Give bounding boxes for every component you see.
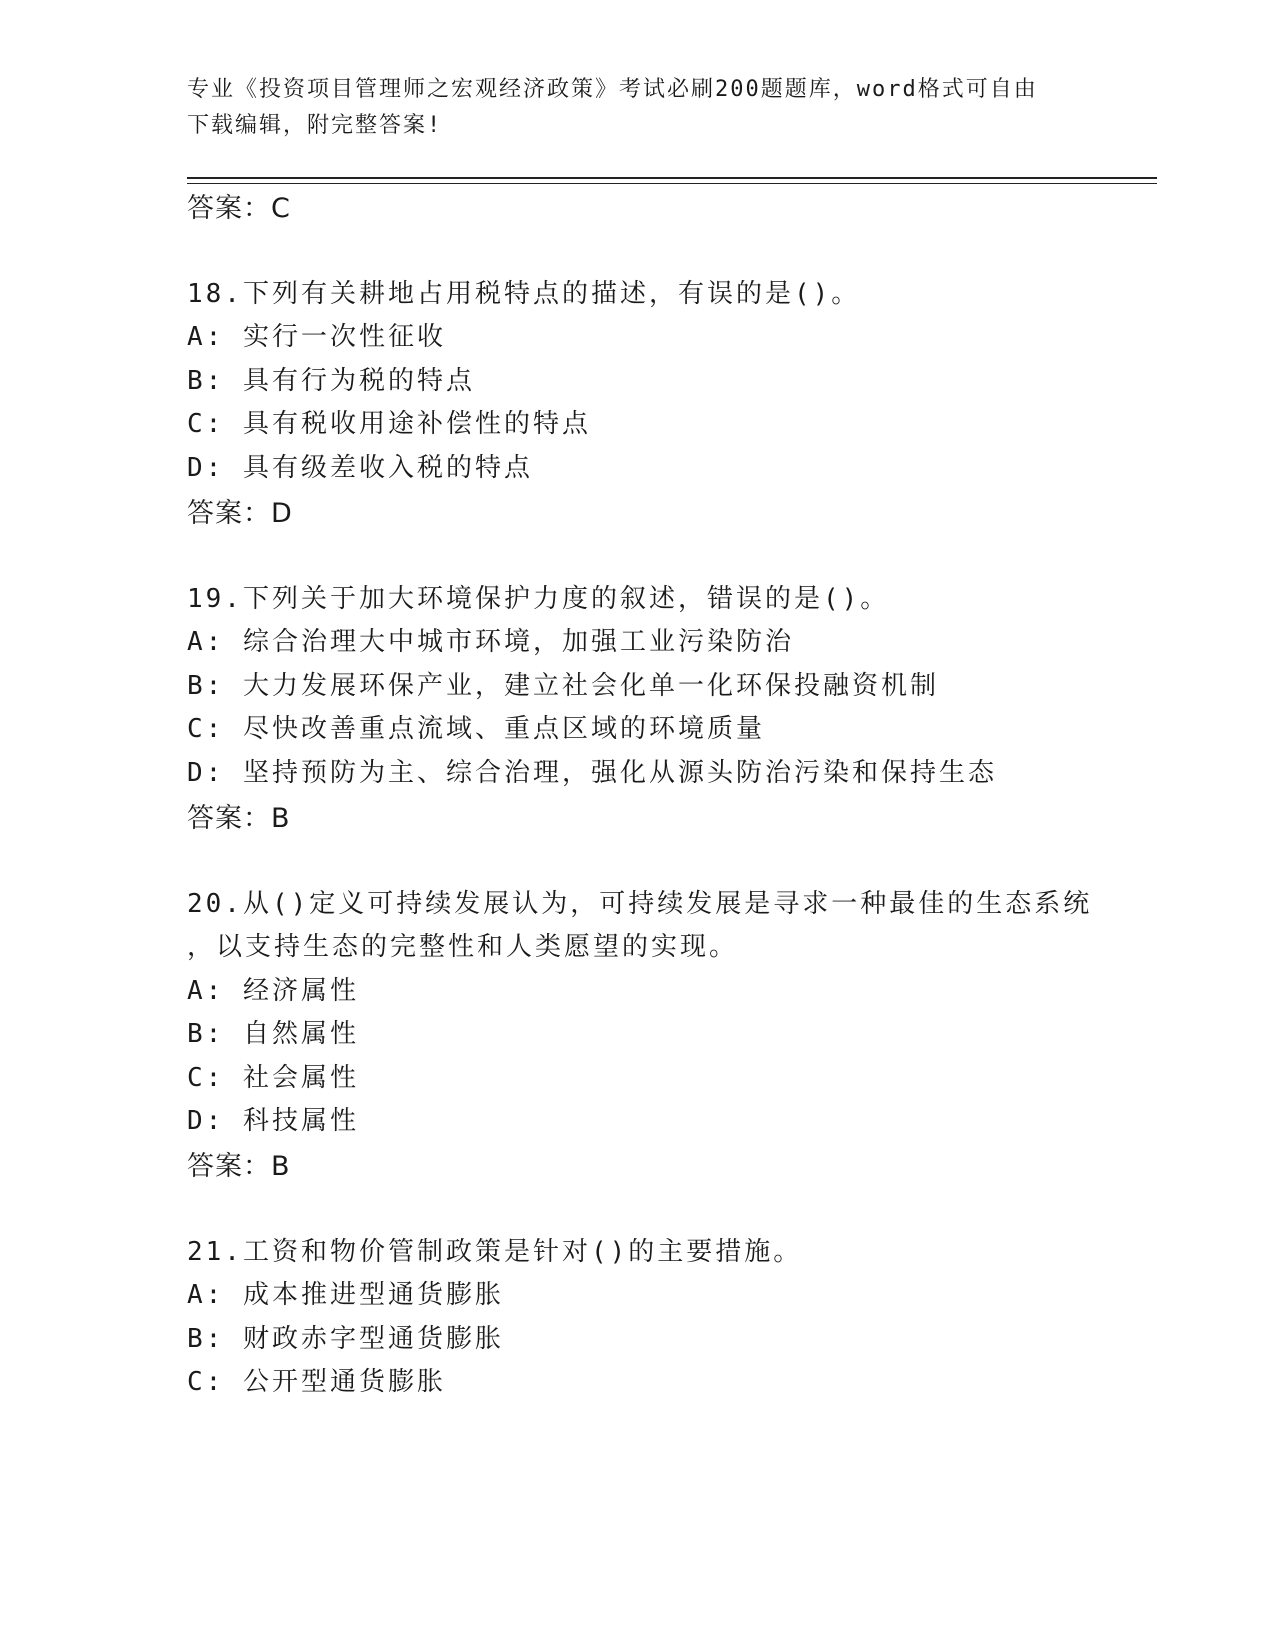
q18-option-a: A: 实行一次性征收	[187, 322, 446, 352]
q19-option-b: B: 大力发展环保产业，建立社会化单一化环保投融资机制	[187, 671, 939, 701]
q18-option-c: C: 具有税收用途补偿性的特点	[187, 409, 591, 439]
header-line-1: 专业《投资项目管理师之宏观经济政策》考试必刷200题题库，word格式可自由	[187, 77, 1038, 102]
q21-option-a: A: 成本推进型通货膨胀	[187, 1280, 504, 1310]
q19-option-a: A: 综合治理大中城市环境，加强工业污染防治	[187, 627, 794, 657]
header-divider-thick	[187, 177, 1157, 179]
question-18: 18.下列有关耕地占用税特点的描述，有误的是()。	[187, 279, 861, 309]
answer-17: 答案：C	[187, 193, 291, 224]
header-divider-thin	[187, 183, 1157, 184]
q20-option-a: A: 经济属性	[187, 976, 359, 1006]
question-21: 21.工资和物价管制政策是针对()的主要措施。	[187, 1237, 803, 1267]
q19-option-c: C: 尽快改善重点流域、重点区域的环境质量	[187, 714, 765, 744]
q18-option-d: D: 具有级差收入税的特点	[187, 453, 533, 483]
question-19: 19.下列关于加大环境保护力度的叙述，错误的是()。	[187, 584, 890, 614]
question-20-line-1: 20.从()定义可持续发展认为，可持续发展是寻求一种最佳的生态系统	[187, 889, 1093, 919]
answer-18: 答案：D	[187, 498, 293, 529]
q20-option-c: C: 社会属性	[187, 1063, 359, 1093]
q21-option-c: C: 公开型通货膨胀	[187, 1367, 446, 1397]
q20-option-d: D: 科技属性	[187, 1106, 359, 1136]
header-line-2: 下载编辑，附完整答案!	[187, 113, 443, 138]
q20-option-b: B: 自然属性	[187, 1019, 359, 1049]
q18-option-b: B: 具有行为税的特点	[187, 366, 475, 396]
answer-20: 答案：B	[187, 1151, 291, 1182]
document-header	[187, 72, 1077, 144]
q19-option-d: D: 坚持预防为主、综合治理，强化从源头防治污染和保持生态	[187, 758, 997, 788]
question-20-line-2: ，以支持生态的完整性和人类愿望的实现。	[187, 932, 739, 962]
q21-option-b: B: 财政赤字型通货膨胀	[187, 1324, 504, 1354]
answer-19: 答案：B	[187, 803, 291, 834]
